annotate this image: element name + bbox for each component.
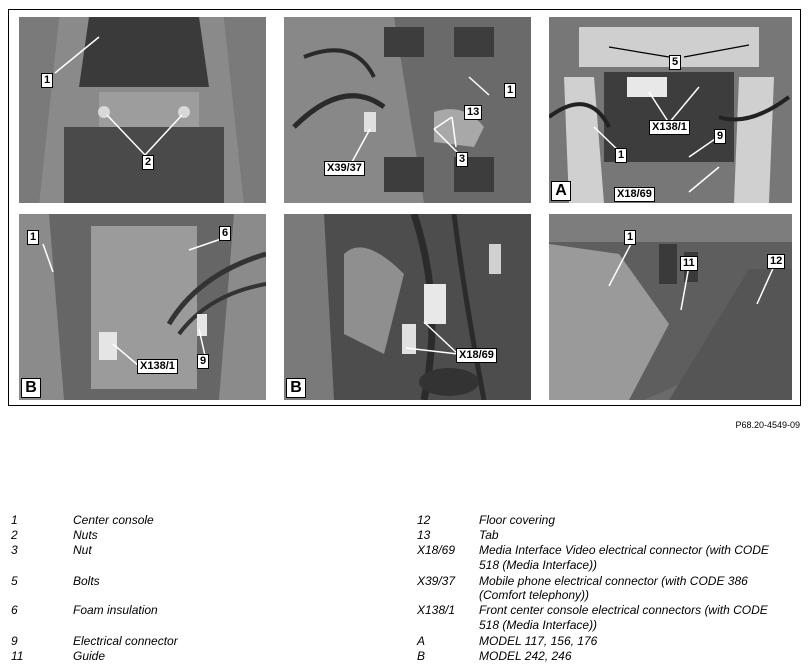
legend-desc: Bolts xyxy=(73,574,100,588)
photo-panel-4 xyxy=(19,214,266,400)
callout-X138-1: X138/1 xyxy=(649,120,690,135)
photo-panel-6 xyxy=(549,214,792,400)
panel-1-illustration xyxy=(19,17,266,203)
callout-1: 1 xyxy=(615,148,627,163)
legend-key: X39/37 xyxy=(417,574,456,588)
callout-3: 3 xyxy=(456,152,468,167)
figure-frame xyxy=(8,9,801,406)
legend-desc: MODEL 117, 156, 176 xyxy=(479,634,598,648)
legend-row xyxy=(417,528,807,543)
callout-2: 2 xyxy=(142,155,154,170)
photo-panel-5 xyxy=(284,214,531,400)
panel-2-illustration xyxy=(284,17,531,203)
legend-row xyxy=(11,513,401,528)
legend-row xyxy=(417,603,807,634)
legend-row xyxy=(417,649,807,664)
figure-code: P68.20-4549-09 xyxy=(735,420,800,430)
callout-11: 11 xyxy=(680,256,698,271)
legend-row xyxy=(11,603,401,634)
legend-desc: Mobile phone electrical connector (with CODE 386 xyxy=(479,574,748,588)
legend-key: 2 xyxy=(11,528,18,542)
legend-key: A xyxy=(417,634,426,648)
panel-5-illustration xyxy=(284,214,531,400)
callout-1: 1 xyxy=(504,83,516,98)
callout-X18-69: X18/69 xyxy=(456,348,497,363)
callout-1: 1 xyxy=(624,230,636,245)
legend-desc: Floor covering xyxy=(479,513,556,527)
variant-label-B: B xyxy=(21,378,41,398)
variant-label-A: A xyxy=(551,181,571,201)
callout-X138-1: X138/1 xyxy=(137,359,178,374)
callout-6: 6 xyxy=(219,226,231,241)
callout-1: 1 xyxy=(27,230,39,245)
legend-key: 11 xyxy=(11,649,24,663)
legend-row xyxy=(417,513,807,528)
legend-row xyxy=(417,634,807,649)
legend-desc: MODEL 242, 246 xyxy=(479,649,572,663)
legend-row xyxy=(11,634,401,649)
legend-key: 5 xyxy=(11,574,18,588)
legend-row xyxy=(11,528,401,543)
legend-row xyxy=(11,574,401,603)
legend-key: 6 xyxy=(11,603,18,617)
legend-row xyxy=(11,543,401,574)
legend-desc-continued: (Comfort telephony)) xyxy=(479,588,590,602)
callout-12: 12 xyxy=(767,254,785,269)
legend-desc: Tab xyxy=(479,528,499,542)
legend-desc: Foam insulation xyxy=(73,603,158,617)
callout-X39-37: X39/37 xyxy=(324,161,365,176)
legend-desc: Media Interface Video electrical connector (with CODE xyxy=(479,543,769,557)
legend-desc: Electrical connector xyxy=(73,634,178,648)
legend-key: X18/69 xyxy=(417,543,456,557)
legend-desc-continued: 518 (Media Interface)) xyxy=(479,558,598,572)
legend-desc: Guide xyxy=(73,649,106,663)
legend-key: 9 xyxy=(11,634,18,648)
callout-13: 13 xyxy=(464,105,482,120)
legend-key: 3 xyxy=(11,543,18,557)
legend-desc: Front center console electrical connectors (with CODE xyxy=(479,603,768,617)
legend-desc-continued: 518 (Media Interface)) xyxy=(479,618,598,632)
photo-panel-1 xyxy=(19,17,266,203)
legend-row xyxy=(417,574,807,603)
callout-X18-69: X18/69 xyxy=(614,187,655,202)
legend-desc: Nuts xyxy=(73,528,98,542)
variant-label-B: B xyxy=(286,378,306,398)
callout-9: 9 xyxy=(197,354,209,369)
legend-key: 13 xyxy=(417,528,431,542)
legend-row xyxy=(417,543,807,574)
callout-1: 1 xyxy=(41,73,53,88)
legend-row xyxy=(11,649,401,664)
legend-key: B xyxy=(417,649,426,663)
legend-desc: Nut xyxy=(73,543,92,557)
callout-5: 5 xyxy=(669,55,681,70)
legend-left xyxy=(11,513,401,664)
panel-6-illustration xyxy=(549,214,792,400)
legend-key: X138/1 xyxy=(417,603,456,617)
callout-9: 9 xyxy=(714,129,726,144)
legend-key: 1 xyxy=(11,513,18,527)
panel-3-illustration xyxy=(549,17,792,203)
photo-panel-3 xyxy=(549,17,792,203)
legend-right xyxy=(417,513,807,664)
legend-desc: Center console xyxy=(73,513,154,527)
photo-panel-2 xyxy=(284,17,531,203)
legend-key: 12 xyxy=(417,513,431,527)
